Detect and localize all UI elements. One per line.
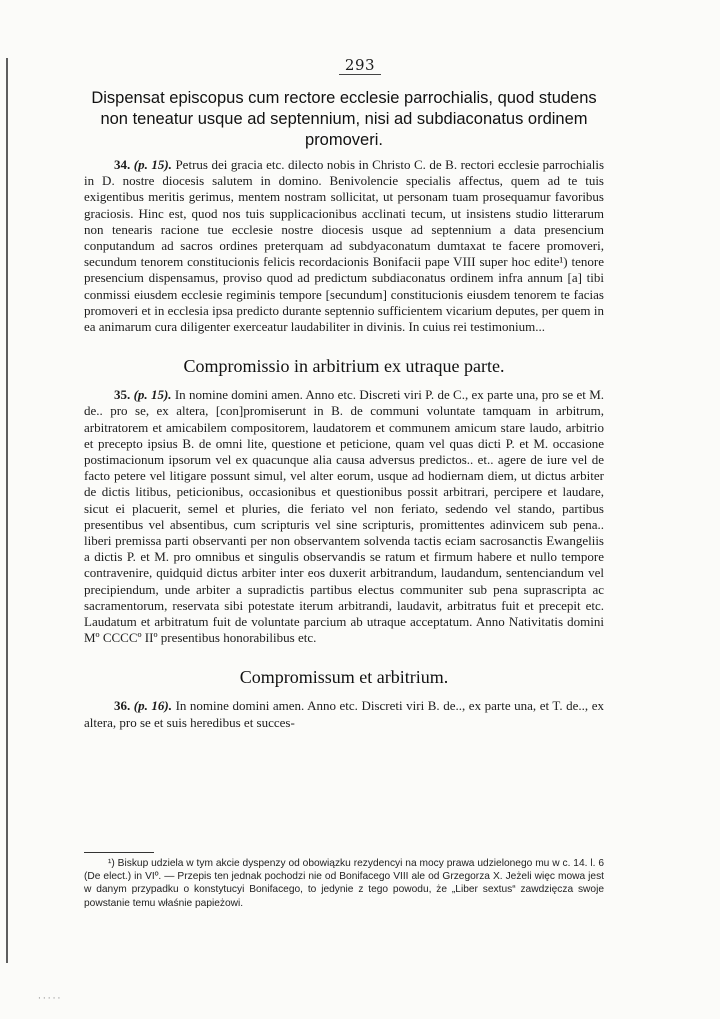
entry-34-page-ref: (p. 15). (133, 157, 172, 172)
footnotes (84, 852, 604, 910)
entry-35-page-ref: (p. 15). (133, 387, 172, 403)
page-number (0, 56, 720, 74)
scan-dots-decoration: ····· (38, 994, 63, 1004)
entry-36 (84, 698, 604, 730)
entry-36-page-ref: (p. 16). (133, 698, 173, 714)
entry-35 (84, 387, 604, 646)
footnote-rule (84, 852, 154, 853)
page-edge-line (6, 58, 8, 963)
entry-36-number: 36. (114, 698, 131, 714)
entry-34 (84, 157, 604, 335)
entry-34-number: 34. (114, 157, 131, 172)
main-content (84, 88, 604, 731)
entry-34-text: Petrus dei gracia etc. dilecto nobis in Christo C. de B. rectori ecclesie parrochialis in D. nostre diocesis salutem in domino. Benivolencie specialis affectus, quem ad te tuis exigentibus meritis gerimus, mentem nostram sollicitat, ut personam tuam prosequamur favoribus graciosis. Hinc est, quod nos tuis supplicacionibus acclinati tecum, ut insistens studio litterarum non tenearis racione tue ecclesie nostre diocesis usque ad septennium a data presencium conputandum ad sacros ordines preterquam ad subdyaconatum dumtaxat te facere promoveri, secundum tenorem constitucionis felicis recordacionis Bonifacii pape VIII super hoc edite¹) tenore presencium dispensamus, proviso quod ad predictum subdiaconatus ordinem infra annum [a] tibi conmissi eiusdem ecclesie regiminis tempore [secundum] constitucionis eiusdem tenorem te facias promoveri et in ecclesia ipsa predicto durante septennio sufficientem vicarium deputes, per quem in ea animarum cura diligenter exerceatur laudabiliter in divinis. In cuius rei testimonium... (84, 157, 605, 335)
entry-35-text: In nomine domini amen. Anno etc. Discreti viri P. de C., ex parte una, pro se et M. de.. pro se, ex altera, [con]promiserunt in B. de communi voluntate tamquam in arbitrum, arbitratorem et amicabilem compositorem, laudatorem et communem amicum stare laudo, arbitrio et precepto ipsius B. de omni lite, questione et peticione, quam vel quas dicti P. et M. occasione postimacionum ipsorum vel ex quacunque alia causa adversus predictos.. et.. agere de iure vel de facto petere vel litigare possunt simul, vel alter eorum, usque ad hodiernam diem, ut dictus arbiter de dictis litibus, peticionibus, occasionibus et questionibus possit arbitrari, percipere et laudare, sicut ei placuerit, semel et pluries, die feriato vel non feriato, sedendo vel stando, partibus presentibus vel absentibus, cum scripturis vel sine scripturis, promittentes adinvicem sub pena.. liberi premissa parti observanti per non observantem solvenda tactis eciam sacrosanctis Ewangeliis a dictis P. et M. pro omnibus et singulis observandis se ratum et firmum habere et nullo tempore contravenire, quidquid dictus arbiter inter eos duxerit arbitrandum, laudandum, sentenciandum vel precipiendum, unde arbiter a supradictis partibus electus communiter sub pena suprascripta ac sacramentorum, reservata sibi potestate iterum arbitrandi, laudavit, arbitratus fuit et precepit etc. Laudatum et arbitratum fuit de voluntate parcium ab utraque acceptatum. Anno Nativitatis domini Mº CCCCº IIº presentibus honorabilibus etc. (84, 387, 605, 646)
page-number-text: 293 (339, 56, 381, 75)
entry-36-text: In nomine domini amen. Anno etc. Discreti viri B. de.., ex parte una, et T. de.., ex altera, pro se et suis heredibus et succes- (84, 698, 604, 730)
document-title: Dispensat episcopus cum rectore ecclesie parrochialis, quod studens non teneatur usque ad septennium, nisi ad subdiaconatus ordinem promoveri. (91, 89, 597, 149)
footnote-1: ¹) Biskup udziela w tym akcie dyspenzy od obowiązku rezydencyi na mocy prawa udzielonego mu w c. 14. l. 6 (De elect.) in VIº. — Przepis ten jednak pochodzi nie od Bonifacego VIII ale od Grzegorza X. Jeżeli więc mowa jest w danym przypadku o konstytucyi Bonifacego, to jedynie z tego powodu, że „Liber sextus“ zawdzięcza swoje powstanie temu właśnie papieżowi. (84, 858, 604, 909)
section-heading-36: Compromissum et arbitrium. (239, 667, 449, 688)
entry-35-number: 35. (114, 387, 131, 403)
section-heading-35: Compromissio in arbitrium ex utraque parte. (183, 356, 505, 377)
